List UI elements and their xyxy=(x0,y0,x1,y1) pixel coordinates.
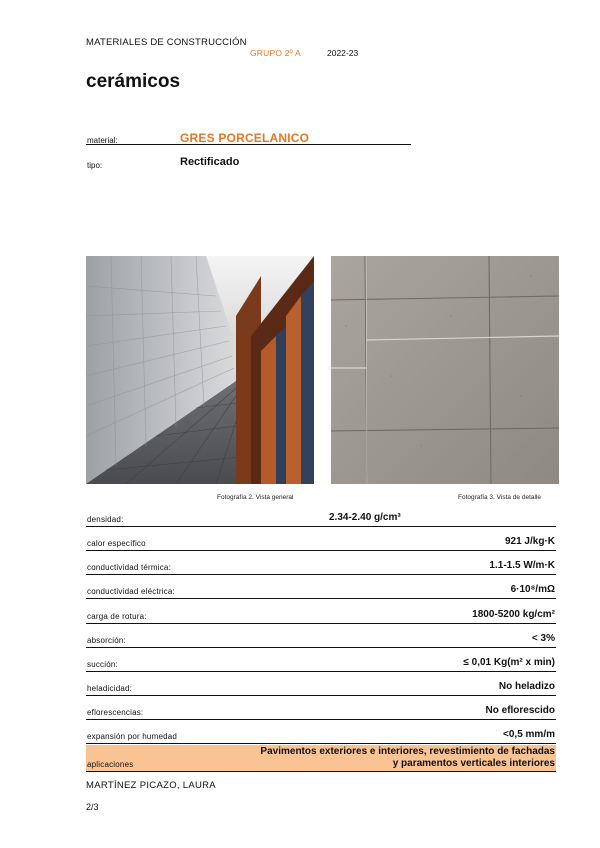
property-row xyxy=(86,675,556,696)
property-value: No heladizo xyxy=(498,681,555,692)
property-value: 1.1-1.5 W/m·K xyxy=(489,560,555,571)
property-row xyxy=(86,530,556,551)
property-label: conductividad térmica: xyxy=(87,563,171,572)
property-value: ≤ 0,01 Kg(m² x min) xyxy=(463,657,555,668)
tipo-label: tipo: xyxy=(87,161,103,170)
property-label: absorción: xyxy=(87,636,126,645)
property-row xyxy=(86,627,556,648)
property-label: conductividad eléctrica: xyxy=(87,587,175,596)
page-title: cerámicos xyxy=(86,71,181,92)
property-value: 2.34-2.40 g/cm³ xyxy=(329,512,401,523)
property-label: densidad: xyxy=(87,515,124,524)
property-value: < 3% xyxy=(531,633,555,644)
property-row xyxy=(86,554,556,575)
property-row xyxy=(86,578,556,599)
author-name: MARTÍNEZ PICAZO, LAURA xyxy=(86,780,216,791)
applications-value: Pavimentos exteriores e interiores, revestimiento de fachadas y paramentos verticales interiores xyxy=(260,746,555,769)
tipo-value: Rectificado xyxy=(180,156,240,168)
property-value: 1800-5200 kg/cm² xyxy=(472,609,555,620)
property-value: 6·10⁸/mΩ xyxy=(510,584,555,595)
property-label: expansión por humedad xyxy=(87,732,178,741)
property-label: heladicidad: xyxy=(87,684,133,693)
property-row xyxy=(86,723,556,744)
material-label: material: xyxy=(87,136,118,145)
property-row xyxy=(86,699,556,720)
property-value: 921 J/kg·K xyxy=(504,536,555,547)
property-value: <0,5 mm/m xyxy=(503,729,555,740)
group-label: GRUPO 2º A xyxy=(250,48,301,58)
subject-title: MATERIALES DE CONSTRUCCIÓN xyxy=(86,37,247,48)
material-value: GRES PORCELANICO xyxy=(180,131,310,145)
photo-general-view xyxy=(86,256,314,484)
property-row xyxy=(86,651,556,672)
applications-label: aplicaciones xyxy=(87,760,134,769)
property-label: succión: xyxy=(87,660,118,669)
property-row xyxy=(86,603,556,624)
applications-row xyxy=(86,745,556,772)
page-number: 2/3 xyxy=(86,802,99,812)
property-label: calor específico xyxy=(87,539,146,548)
photo-detail-view xyxy=(331,256,559,484)
property-row xyxy=(86,506,556,527)
photo-caption-detail: Fotografía 3. Vista de detalle xyxy=(458,494,541,501)
property-label: carga de rotura: xyxy=(87,612,147,621)
property-label: eflorescencias: xyxy=(87,708,144,717)
photo-caption-general: Fotografía 2. Vista general xyxy=(217,494,294,501)
property-value: No eflorescido xyxy=(485,705,555,716)
academic-year: 2022-23 xyxy=(327,48,359,58)
